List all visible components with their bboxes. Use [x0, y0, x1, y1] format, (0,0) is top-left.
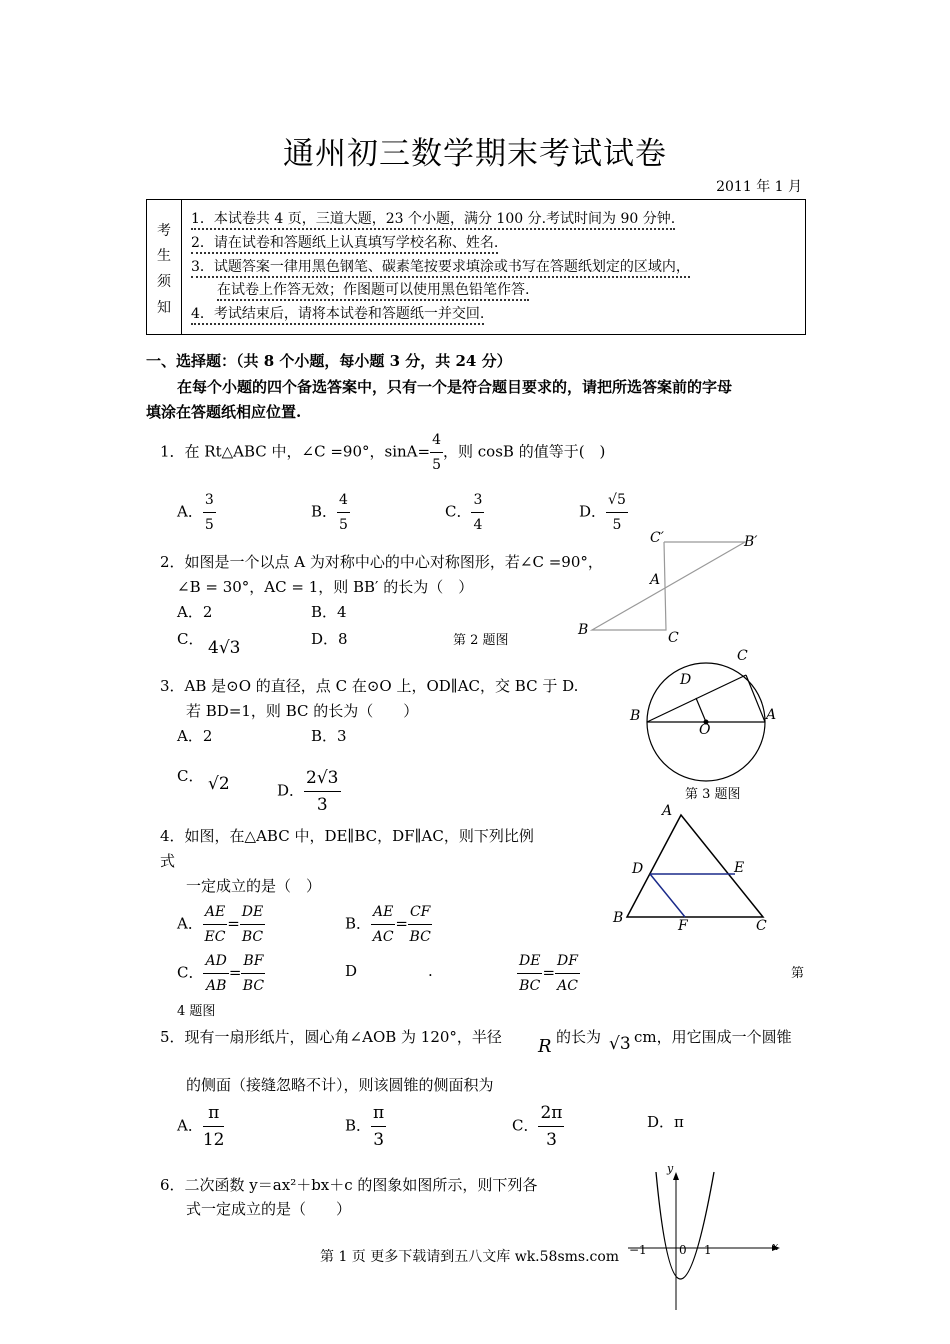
equals-sign: =: [227, 914, 240, 933]
option-c: C．: [177, 630, 204, 648]
figure-label: B′: [744, 534, 758, 550]
frac-den: AC: [372, 929, 394, 945]
frac-den: 3: [316, 795, 328, 815]
option-label: D．: [277, 781, 305, 800]
option-value: π: [674, 1113, 684, 1131]
section-instruction: 在每个小题的四个备选答案中，只有一个是符合题目要求的，请把所选答案前的字母: [177, 378, 733, 396]
figure-label: C: [668, 630, 679, 646]
notice-side-char: 知: [157, 300, 171, 316]
page-title: 通州初三数学期末考试试卷: [283, 136, 667, 172]
option-label: A．: [177, 914, 203, 933]
axis-label: y: [667, 1162, 674, 1175]
option-d: D．8: [311, 630, 348, 648]
option-d: [647, 1111, 684, 1132]
question-text: ，则 cosB 的值等于( ): [443, 442, 606, 461]
frac-num: BF: [241, 949, 265, 974]
figure-caption: 第 3 题图: [685, 787, 741, 802]
option-b: [345, 1100, 386, 1153]
figure-label: C′: [650, 530, 664, 546]
option-label: C．: [445, 502, 472, 521]
option-a: A．2: [177, 727, 213, 745]
figure-label: B: [578, 622, 589, 638]
frac-num: DF: [555, 949, 580, 974]
question-5-radius: R: [538, 1036, 552, 1057]
option-c: [445, 488, 484, 537]
frac-den: 5: [432, 457, 441, 473]
figure-caption: 第 2 题图: [453, 633, 509, 648]
figure-label: E: [734, 860, 745, 876]
question-6-line2: 式一定成立的是（ ）: [186, 1200, 352, 1218]
figure-label: F: [678, 918, 688, 934]
option-c-value: √2: [208, 774, 230, 794]
frac-den: AC: [557, 978, 578, 994]
question-4: 4．如图，在△ABC 中，DE∥BC，DF∥AC，则下列比例: [160, 827, 534, 845]
notice-side-char: 生: [157, 248, 171, 264]
frac-num: 3: [203, 488, 216, 513]
frac-num: AE: [371, 900, 395, 925]
option-label: B．: [345, 1116, 372, 1135]
exam-date: 2011 年 1 月: [716, 179, 802, 195]
section-instruction: 填涂在答题纸相应位置.: [146, 403, 302, 421]
question-5: 5．现有一扇形纸片，圆心角∠AOB 为 120°，半径: [160, 1028, 502, 1046]
frac-num: AD: [203, 949, 228, 974]
frac-den: EC: [204, 929, 226, 945]
option-b: B．3: [311, 727, 347, 745]
question-5-value: √3: [609, 1034, 631, 1054]
option-label: C．: [177, 963, 204, 982]
notice-item: 3．试题答案一律用黑色钢笔、碳素笔按要求填涂或书写在答题纸划定的区域内，: [191, 259, 690, 278]
frac-den: BC: [242, 978, 265, 994]
question-2: 2．如图是一个以点 A 为对称中心的中心对称图形，若∠C =90°，: [160, 553, 603, 571]
figure-label: A: [650, 572, 661, 588]
equals-sign: =: [542, 963, 556, 982]
option-label: A．: [177, 1116, 203, 1135]
axis-label: 1: [704, 1243, 712, 1257]
notice-item: 2．请在试卷和答题纸上认真填写学校名称、姓名.: [191, 235, 498, 254]
parabola: [656, 1172, 714, 1279]
notice-item: 在试卷上作答无效；作图题可以使用黑色铅笔作答.: [217, 282, 529, 301]
figure-caption: 第: [791, 966, 805, 981]
frac-den: 12: [202, 1130, 225, 1150]
figure-label: D: [632, 861, 644, 877]
option-c: [177, 949, 265, 998]
figure-shape: [592, 542, 745, 630]
notice-side-char: 须: [157, 274, 171, 290]
frac-den: AB: [205, 978, 227, 994]
frac-num: π: [203, 1100, 225, 1127]
option-b: [345, 900, 432, 949]
option-a: [177, 1100, 224, 1153]
frac-num: π: [371, 1100, 386, 1127]
option-label: D．: [579, 502, 607, 521]
frac-num: 2√3: [304, 765, 340, 792]
frac-den: 3: [373, 1130, 385, 1150]
notice-item: 4．考试结束后，请将本试卷和答题纸一并交回.: [191, 306, 484, 325]
frac-num: 4: [430, 428, 443, 453]
question-5-mid: 的长为: [556, 1028, 602, 1046]
figure-label: C: [756, 918, 767, 934]
y-axis-arrow: [673, 1172, 679, 1180]
question-3-line2: 若 BD=1，则 BC 的长为（ ）: [186, 702, 419, 720]
axis-label: 0: [679, 1243, 687, 1257]
frac-den: BC: [241, 929, 264, 945]
option-c: C．: [177, 767, 204, 785]
axis-label: −1: [629, 1243, 647, 1257]
option-d: [517, 949, 580, 998]
frac-den: 5: [339, 517, 348, 533]
question-5-tail: cm，用它围成一个圆锥: [634, 1028, 792, 1046]
figure-label: D: [680, 672, 692, 688]
option-label: D．: [647, 1113, 675, 1131]
option-label: B．: [311, 502, 338, 521]
notice-item: 1．本试卷共 4 页，三道大题，23 个小题，满分 100 分.考试时间为 90 分钟.: [191, 211, 675, 230]
question-4-line2: 一定成立的是（ ）: [186, 877, 322, 895]
frac-den: 4: [473, 517, 483, 533]
option-a: [177, 900, 265, 949]
axis-label: x: [772, 1240, 779, 1253]
option-c-value: 4√3: [208, 638, 241, 658]
option-a: [177, 488, 216, 537]
frac-den: BC: [409, 929, 431, 945]
option-b: B．4: [311, 603, 347, 621]
figure-line: [746, 675, 765, 722]
frac-num: 4: [337, 488, 350, 513]
notice-side-label: [147, 200, 182, 334]
option-label: A．: [177, 502, 203, 521]
frac-num: 2π: [538, 1100, 564, 1127]
equals-sign: =: [395, 914, 408, 933]
figure-q3: [640, 655, 780, 785]
frac-num: DE: [517, 949, 542, 974]
figure-label: B: [613, 910, 624, 926]
frac-num: AE: [203, 900, 227, 925]
figure-caption: 4 题图: [177, 1004, 216, 1019]
figure-label: O: [699, 722, 711, 738]
option-d-label: D: [345, 962, 358, 980]
frac-den: BC: [519, 978, 541, 994]
option-d-dot: .: [428, 962, 433, 980]
question-2-line2: ∠B = 30°，AC = 1，则 BB′ 的长为（ ）: [177, 578, 474, 596]
section-heading: 一、选择题：（共 8 个小题，每小题 3 分，共 24 分）: [146, 352, 512, 370]
figure-q6: [622, 1166, 787, 1316]
figure-label: A: [662, 803, 673, 819]
question-6: 6．二次函数 y＝ax²＋bx＋c 的图象如图所示，则下列各: [160, 1176, 538, 1194]
question-4-line1b: 式: [160, 852, 176, 870]
question-text: 1．在 Rt△ABC 中，∠C =90°，sinA=: [160, 442, 431, 461]
question-3: 3．AB 是⊙O 的直径，点 C 在⊙O 上，OD∥AC，交 BC 于 D.: [160, 677, 579, 695]
option-d: [277, 765, 341, 818]
figure-line: [696, 698, 706, 722]
figure-label: A: [766, 707, 777, 723]
figure-label: C: [737, 648, 748, 664]
frac-num: DE: [240, 900, 265, 925]
frac-den: 5: [612, 517, 622, 533]
frac-den: 5: [204, 517, 214, 533]
option-label: C．: [512, 1116, 539, 1135]
frac-num: 3: [471, 488, 484, 513]
figure-line-df: [650, 874, 685, 917]
frac-num: √5: [606, 488, 628, 513]
notice-side-char: 考: [157, 223, 171, 239]
option-a: A．2: [177, 603, 213, 621]
page-footer: 第 1 页 更多下载请到五八文库 wk.58sms.com: [320, 1246, 619, 1266]
frac-num: CF: [408, 900, 432, 925]
notice-box: [146, 199, 806, 335]
option-b: [311, 488, 350, 537]
option-c: [512, 1100, 564, 1153]
question-5-line2: 的侧面（接缝忽略不计），则该圆锥的侧面积为: [186, 1076, 494, 1094]
question-1: [160, 428, 605, 477]
figure-label: B: [630, 708, 641, 724]
option-label: B．: [345, 914, 372, 933]
frac-den: 3: [546, 1130, 557, 1150]
equals-sign: =: [228, 963, 242, 982]
